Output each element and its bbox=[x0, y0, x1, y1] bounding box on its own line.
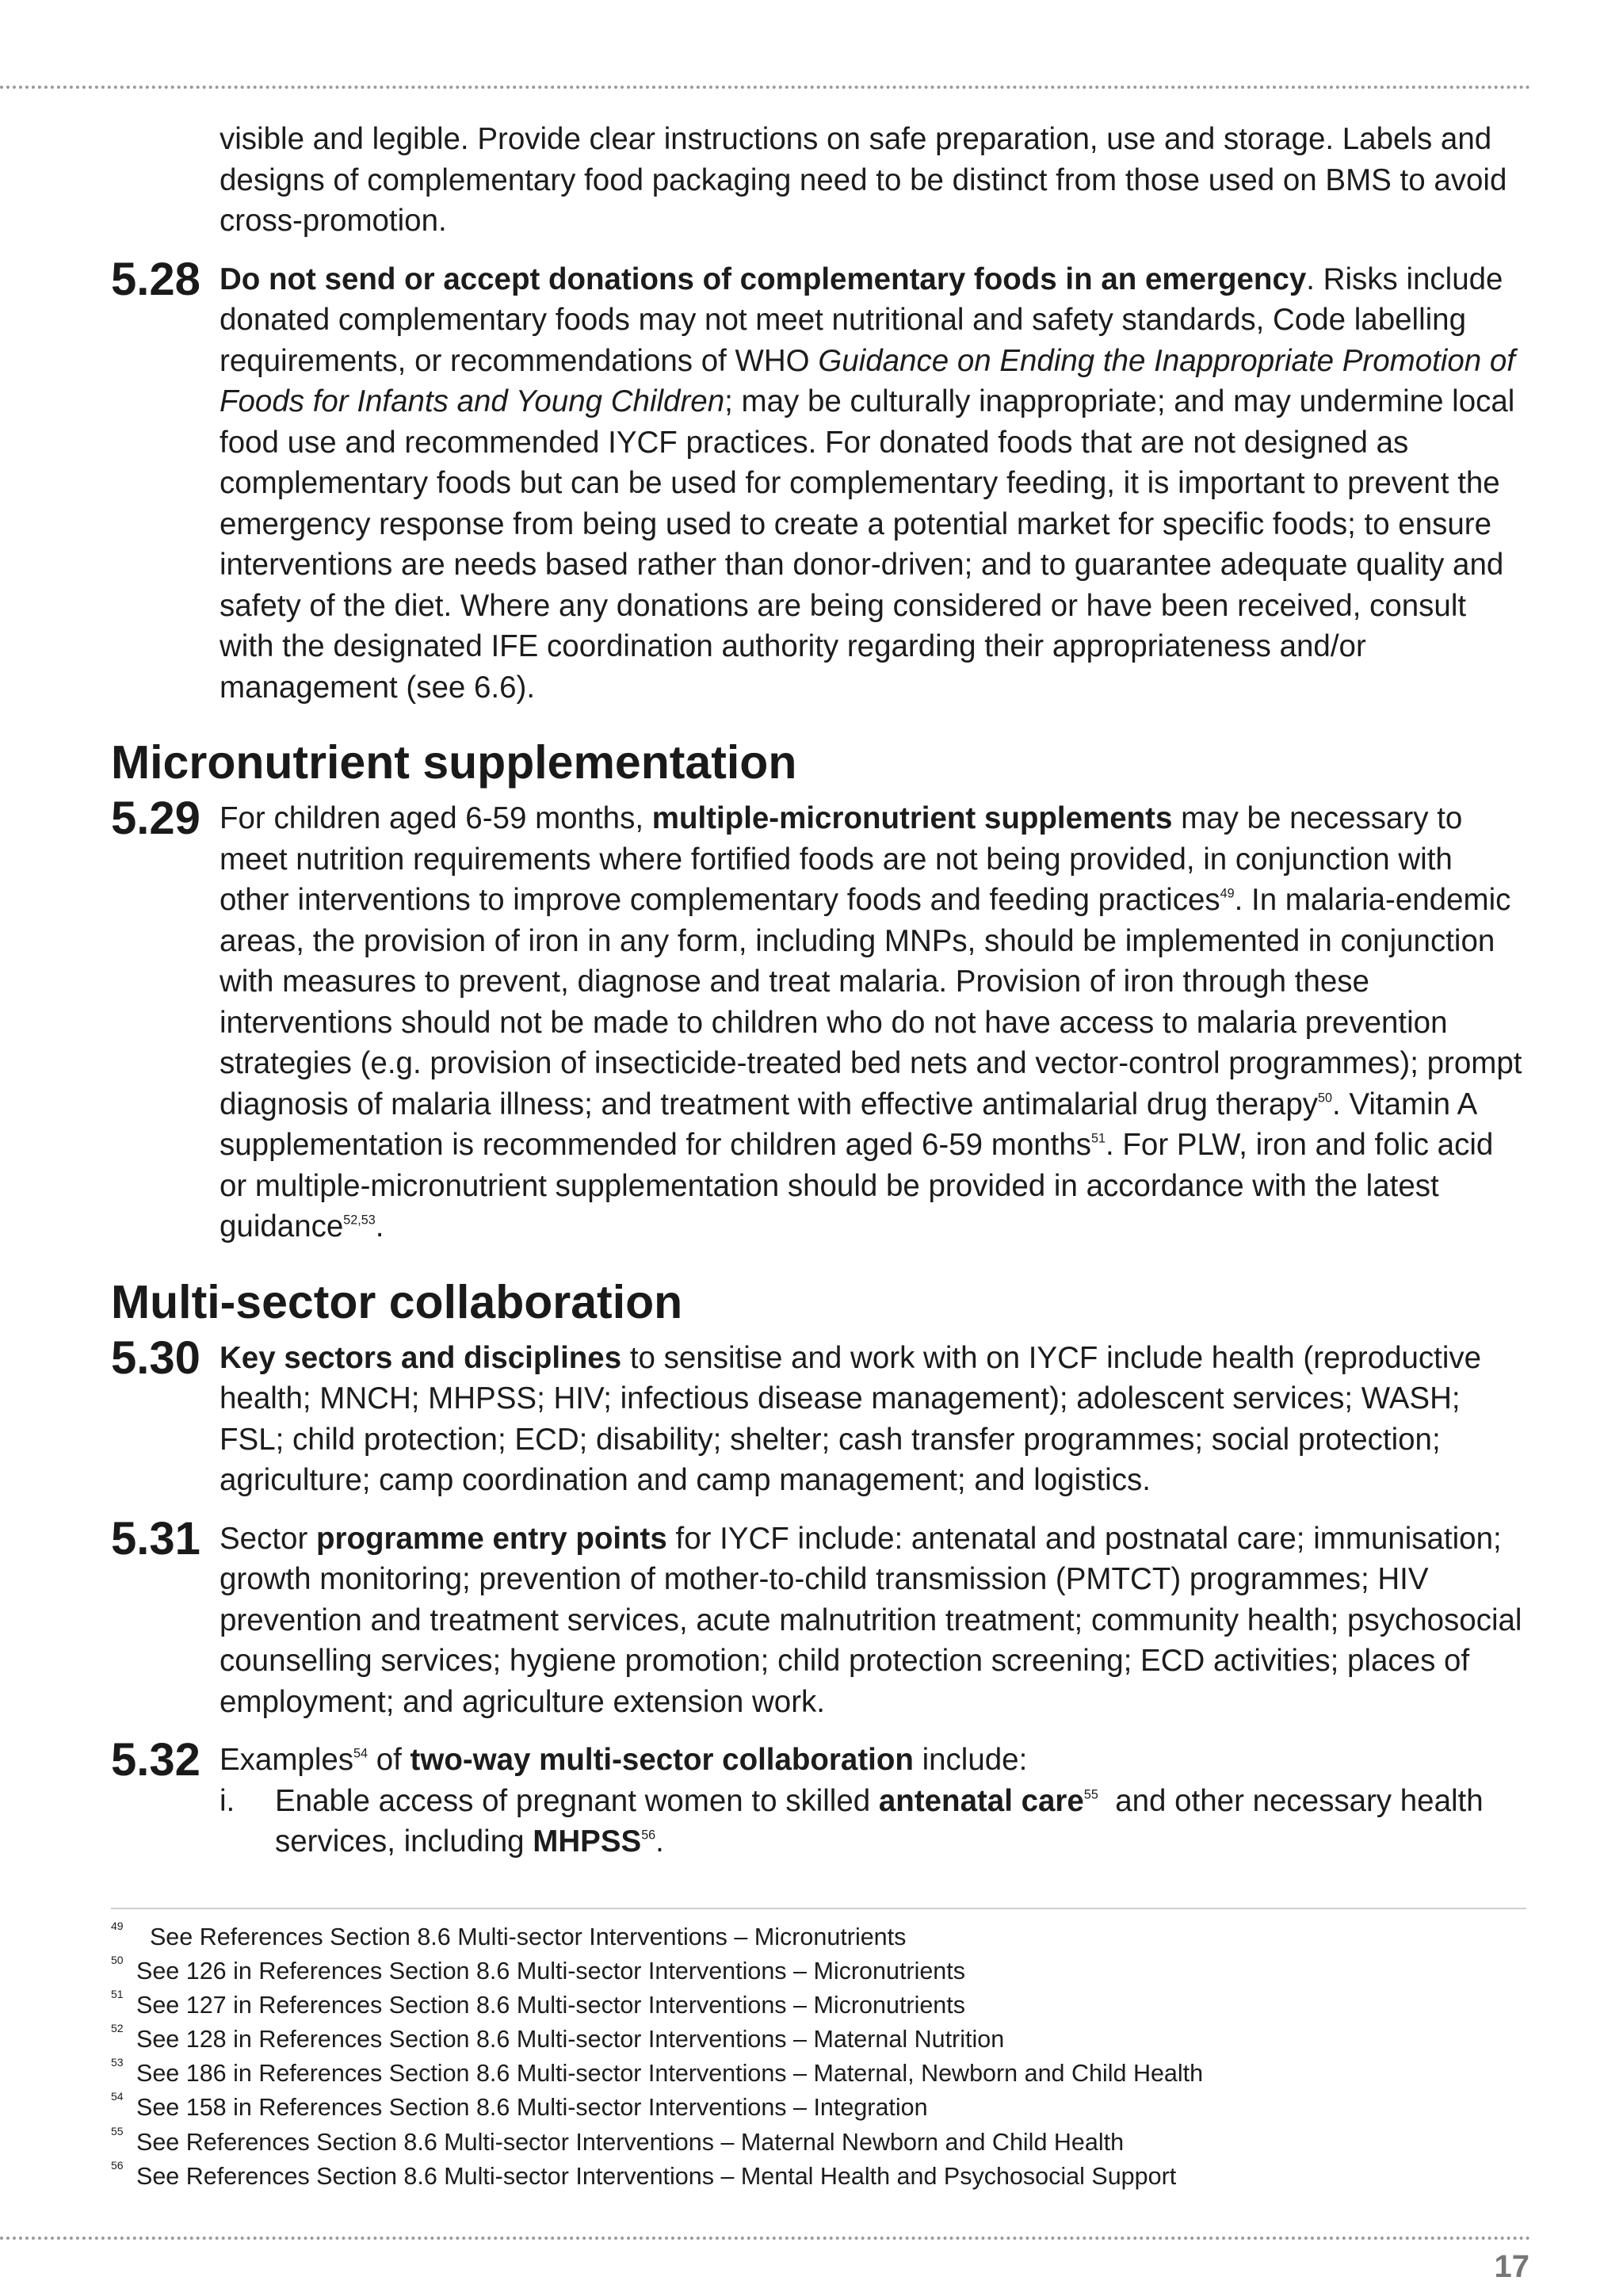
paragraph-5-31: 5.31 Sector programme entry points for IYCF include: antenatal and postnatal care; immunisation; growth monitoring; prevention of mother-to-child transmission (PMTCT) programmes; HIV prevention and treatment services, acute malnutrition treatment; community health; psychosocial counselling services; hygiene promotion; child protection screening; ECD activities; places of employment; and agriculture extension work. bbox=[111, 1512, 1522, 1719]
footnote: 50 See 126 in References Section 8.6 Multi-sector Interventions – Micronutrients bbox=[111, 1954, 965, 1985]
footnote-ref: 56 bbox=[641, 1828, 656, 1843]
section-heading-micronutrient: Micronutrient supplementation bbox=[111, 736, 797, 789]
footnote-ref: 55 bbox=[1083, 1787, 1098, 1802]
section-heading-multisector: Multi-sector collaboration bbox=[111, 1275, 683, 1328]
footnotes bbox=[111, 1920, 1523, 2194]
list-marker: i. bbox=[220, 1783, 235, 1818]
paragraph-number: 5.31 bbox=[111, 1512, 200, 1564]
footnote-ref: 54 bbox=[353, 1746, 369, 1761]
paragraph-number: 5.29 bbox=[111, 793, 200, 844]
footnote: 54 See 158 in References Section 8.6 Multi-sector Interventions – Integration bbox=[111, 2090, 928, 2122]
list-item: i. Enable access of pregnant women to skilled antenatal care$^{55}$ and other necessary health services, including MHPSS$^{56}$. bbox=[220, 1781, 1523, 1862]
bottom-dotted-rule bbox=[0, 2237, 1531, 2240]
paragraph-5-32: 5.32 Examples$^{54}$ of two-way multi-sector collaboration include: i. Enable access of pregnant women to skilled antenatal care$^{55}$ and other necessary health services, including MHPSS$^{56}$. bbox=[111, 1740, 1523, 1862]
top-dotted-rule bbox=[0, 86, 1531, 89]
footnote-ref: 51 bbox=[1091, 1131, 1106, 1146]
paragraph-number: 5.30 bbox=[111, 1331, 200, 1384]
paragraph-5-30: 5.30 Key sectors and disciplines to sensitise and work with on IYCF include health (reproductive health; MNCH; MHPSS; HIV; infectious disease management); adolescent services; WASH; FSL; child protection; ECD; disability; shelter; cash transfer programmes; social protection; agriculture; camp coordination and camp management; and logistics. bbox=[111, 1331, 1482, 1497]
guidance-title: Guidance on Ending the Inappropriate Promotion of Foods for Infants and Young Children bbox=[220, 343, 1515, 418]
footnote: 52 See 128 in References Section 8.6 Multi-sector Interventions – Maternal Nutrition bbox=[111, 2022, 1005, 2053]
footnote: 51 See 127 in References Section 8.6 Multi-sector Interventions – Micronutrients bbox=[111, 1988, 965, 2019]
footnote: 56 See References Section 8.6 Multi-sector Interventions – Mental Health and Psychosocial Support bbox=[111, 2158, 1177, 2190]
footnote-ref: 50 bbox=[1318, 1091, 1332, 1106]
footnote: 53 See 186 in References Section 8.6 Multi-sector Interventions – Maternal, Newborn and Child Health bbox=[111, 2056, 1204, 2088]
paragraph-number: 5.28 bbox=[111, 253, 200, 305]
page-number: 17 bbox=[1494, 2249, 1529, 2284]
footnote-ref: 49 bbox=[1220, 886, 1235, 901]
footnote-ref: 52,53 bbox=[343, 1213, 376, 1228]
continuation-paragraph: visible and legible. Provide clear instructions on safe preparation, use and storage. Labels and designs of complementary food packaging need to be distinct from those used on BMS to avoid cross-promotion. bbox=[220, 122, 1507, 238]
paragraph-number: 5.32 bbox=[111, 1734, 200, 1786]
page-content bbox=[111, 119, 1523, 1862]
footnote: 49 See References Section 8.6 Multi-sector Interventions – Micronutrients bbox=[111, 1920, 907, 1950]
paragraph-lead-bold: Do not send or accept donations of complementary foods in an emergency bbox=[220, 262, 1307, 296]
paragraph-5-29: 5.29 For children aged 6-59 months, multiple-micronutrient supplements may be necessary to meet nutrition requirements where fortified foods are not being provided, in conjunction with other interventions to improve complementary foods and feeding practices$^{49}$. In malaria-endemic areas, the provision of iron in any form, including MNPs, should be implemented in conjunction with measures to prevent, diagnose and treat malaria. Provision of iron through these interventions should not be made to children who do not have access to malaria prevention strategies (e.g. provision of insecticide-treated bed nets and vector-control programmes); prompt diagnosis of malaria illness; and treatment with effective antimalarial drug therapy$^{50}$. Vitamin A supplementation is recommended for children aged 6-59 months$^{51}$. For PLW, iron and folic acid or multiple-micronutrient supplementation should be provided in accordance with the latest guidance$^{52,53}$. bbox=[111, 793, 1522, 1244]
paragraph-5-28: 5.28 Do not send or accept donations of complementary foods in an emergency. Risks include donated complementary foods may not meet nutritional and safety standards, Code labelling requirements, or recommendations of WHO Guidance on Ending the Inappropriate Promotion of Foods for Infants and Young Children; may be culturally inappropriate; and may undermine local food use and recommended IYCF practices. For donated foods that are not designed as complementary foods but can be used for complementary feeding, it is important to prevent the emergency response from being used to create a potential market for specific foods; to ensure interventions are needs based rather than donor-driven; and to guarantee adequate quality and safety of the diet. Where any donations are being considered or have been received, consult with the designated IFE coordination authority regarding their appropriateness and/or management (see 6.6). bbox=[111, 253, 1515, 705]
footnote-separator bbox=[111, 1908, 1526, 1909]
footnote: 55 See References Section 8.6 Multi-sector Interventions – Maternal Newborn and Child Health bbox=[111, 2124, 1125, 2156]
